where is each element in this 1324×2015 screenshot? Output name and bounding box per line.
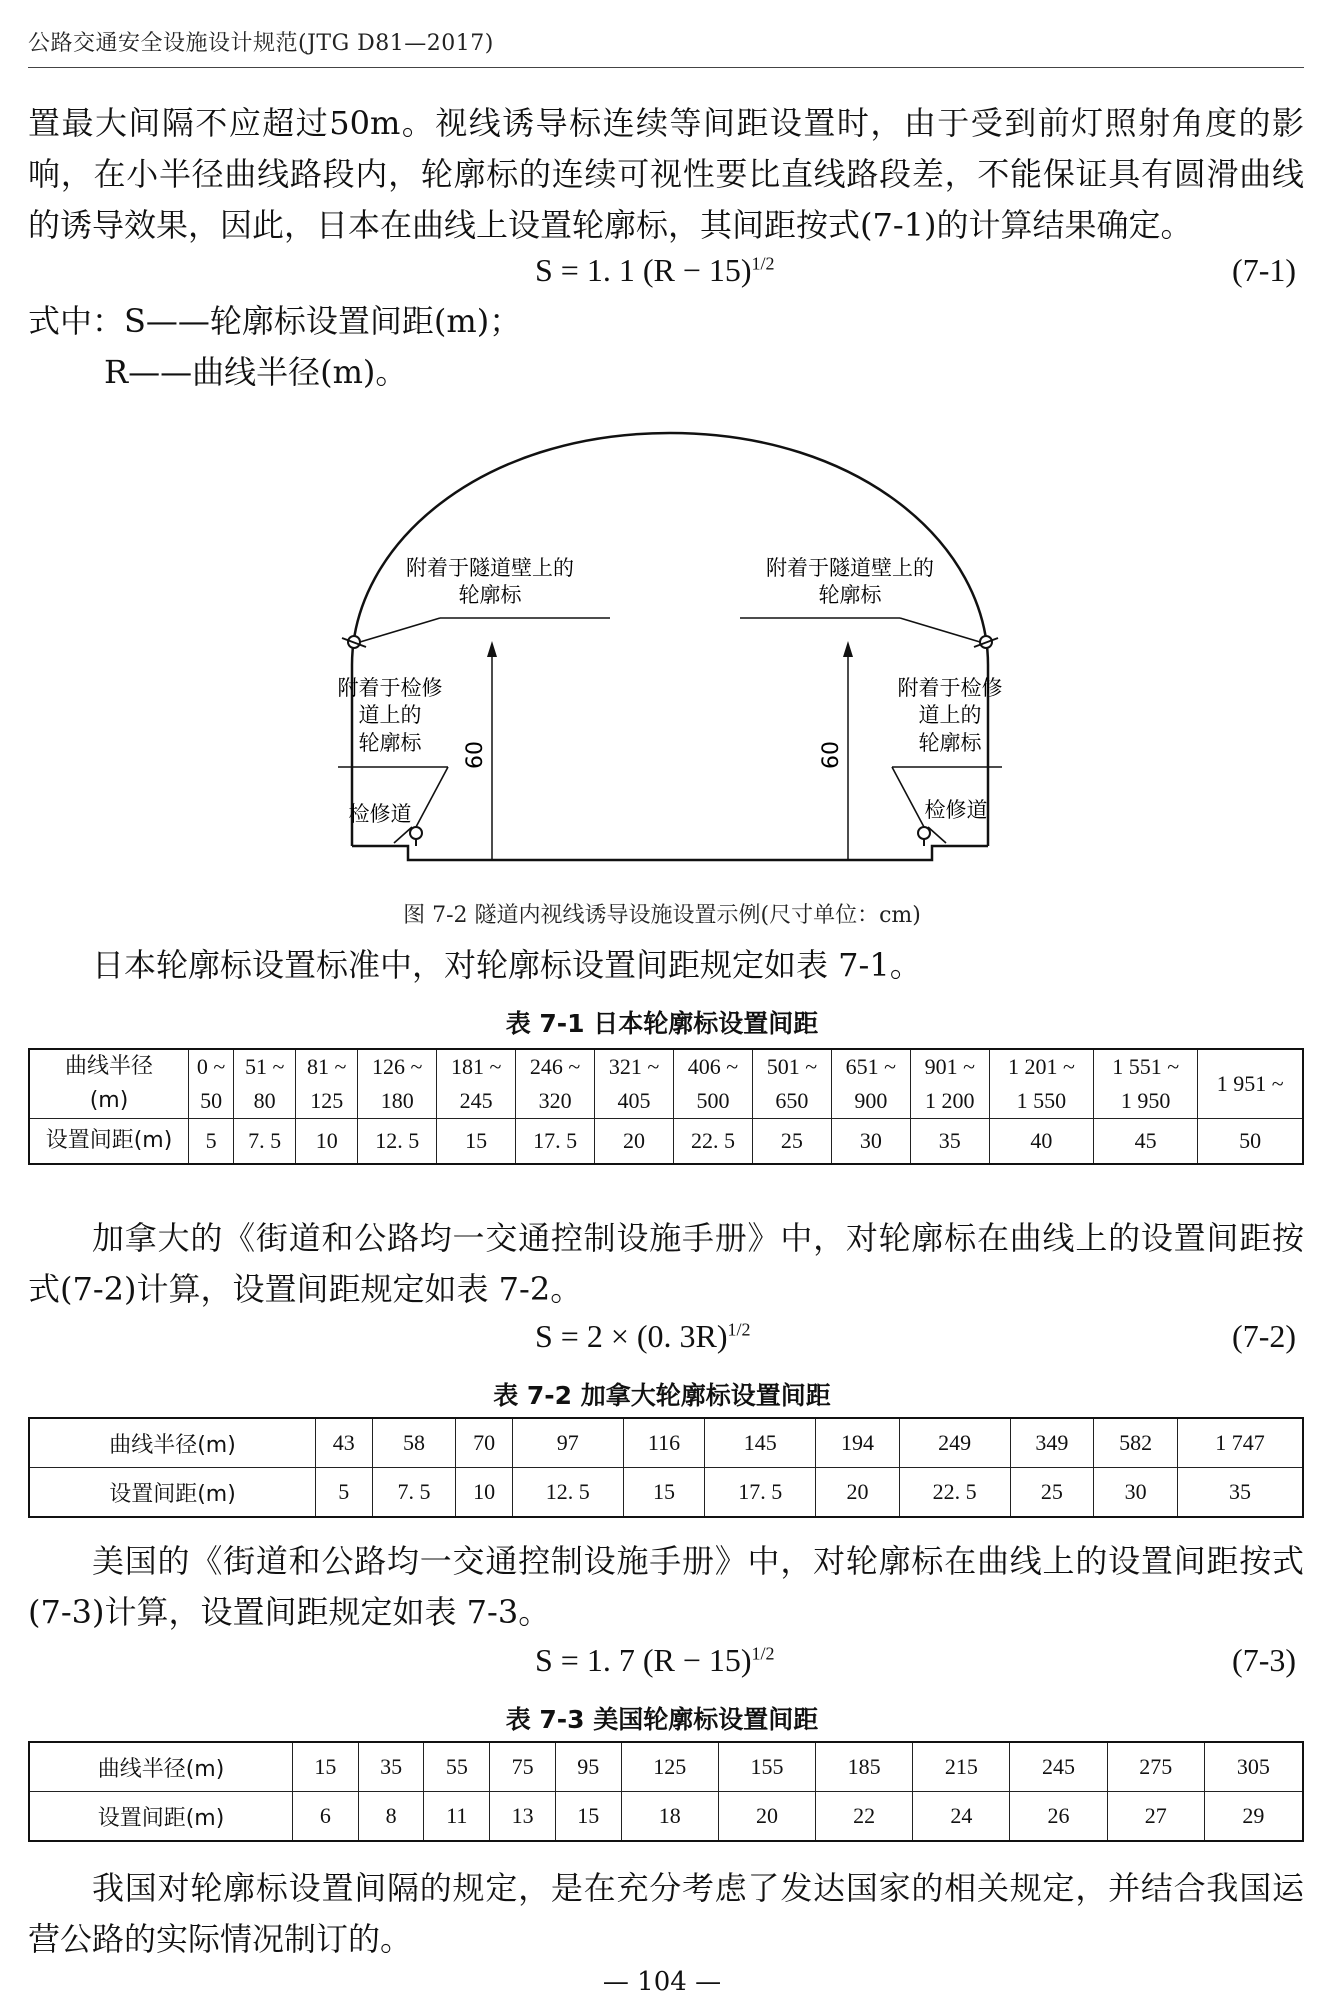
table-cell: 245: [1010, 1742, 1107, 1792]
table-cell: 97: [512, 1418, 623, 1468]
table-cell: 901 ~ 1 200: [910, 1049, 989, 1119]
table-cell: 70: [456, 1418, 513, 1468]
table-cell: 305: [1204, 1742, 1303, 1792]
table-cell: 15: [437, 1119, 516, 1165]
table-cell: 30: [831, 1119, 910, 1165]
table-cell: 30: [1094, 1468, 1178, 1518]
table-cell: 7. 5: [372, 1468, 456, 1518]
table-cell: 1 201 ~ 1 550: [989, 1049, 1093, 1119]
running-header: 公路交通安全设施设计规范(JTG D81—2017): [28, 26, 1304, 68]
table-cell: 651 ~ 900: [831, 1049, 910, 1119]
table-cell: 51 ~ 80: [234, 1049, 296, 1119]
formula-number: (7-3): [1232, 1642, 1296, 1678]
table-cell: 12. 5: [358, 1119, 437, 1165]
label-path-left: 检修道: [348, 802, 412, 826]
table-row-spacing: [29, 1792, 1303, 1842]
table-cell: 95: [555, 1742, 621, 1792]
leader-wall-right: [900, 618, 980, 642]
formula-number: (7-1): [1232, 252, 1296, 288]
dimension-label-right: 60: [819, 741, 844, 769]
label-walk-left-2: 道上的: [358, 703, 422, 727]
label-walk-right-1: 附着于检修: [897, 676, 1003, 700]
table-cell: 29: [1204, 1792, 1303, 1842]
table-row-spacing: [29, 1468, 1303, 1518]
table-cell: 15: [293, 1742, 359, 1792]
tunnel-diagram: [320, 405, 1020, 875]
table-7-2: [28, 1417, 1304, 1518]
table-cell: 126 ~ 180: [358, 1049, 437, 1119]
table-cell: 155: [718, 1742, 815, 1792]
table-cell: 26: [1010, 1792, 1107, 1842]
table-cell: 17. 5: [516, 1119, 595, 1165]
table-cell: 249: [899, 1418, 1010, 1468]
table-cell: 20: [718, 1792, 815, 1842]
table-cell: 15: [555, 1792, 621, 1842]
table-cell: 25: [1010, 1468, 1094, 1518]
table-cell: 194: [816, 1418, 900, 1468]
table-7-3: [28, 1741, 1304, 1842]
paragraph-4: 美国的《街道和公路均一交通控制设施手册》中，对轮廓标在曲线上的设置间距按式(7-3)计算，设置间距规定如表 7-3。: [28, 1542, 1304, 1631]
formula-expression: S = 2 × (0. 3R)$^{1/2}$: [535, 1318, 751, 1354]
label-walk-left-1: 附着于检修: [337, 676, 443, 700]
table-cell: 125: [621, 1742, 718, 1792]
table-cell: 15: [623, 1468, 705, 1518]
table-cell: 43: [316, 1418, 373, 1468]
leader-wall-left: [360, 618, 440, 642]
table-cell: 35: [1177, 1468, 1303, 1518]
table-cell: 1 951 ~: [1198, 1049, 1303, 1119]
formula-7-3: [0, 1642, 1324, 1686]
table-cell: 1 747: [1177, 1418, 1303, 1468]
table-cell: 25: [752, 1119, 831, 1165]
table-cell: 24: [913, 1792, 1010, 1842]
walkway-delineator-left: [410, 827, 422, 839]
table-cell: 8: [358, 1792, 424, 1842]
table-cell: 145: [705, 1418, 816, 1468]
paragraph-1: 置最大间隔不应超过50m。视线诱导标连续等间距设置时，由于受到前灯照射角度的影响，在小半径曲线路段内，轮廓标的连续可视性要比直线路段差，不能保证具有圆滑曲线的诱导效果，因此，日本在曲线上设置轮廓标，其间距按式(7-1)的计算结果确定。: [28, 104, 1304, 244]
table-7-1-caption: 表 7-1 日本轮廓标设置间距: [505, 1009, 819, 1038]
table-cell: 45: [1094, 1119, 1198, 1165]
table-cell: 58: [372, 1418, 456, 1468]
figure-caption: 图 7-2 隧道内视线诱导设施设置示例(尺寸单位：cm): [403, 903, 921, 928]
table-cell: 10: [296, 1119, 358, 1165]
label-walk-right-3: 轮廓标: [918, 731, 982, 755]
formula-expression: S = 1. 1 $(R - 15)^{1/2}$: [535, 252, 775, 288]
formula-expression: S = 1. 7 $(R - 15)^{1/2}$: [535, 1642, 775, 1678]
formula-definition-r: R——曲线半径(m)。: [104, 353, 408, 391]
table-cell: 321 ~ 405: [595, 1049, 674, 1119]
table-cell: 185: [816, 1742, 913, 1792]
table-cell: 12. 5: [512, 1468, 623, 1518]
table-cell: 81 ~ 125: [296, 1049, 358, 1119]
table-7-1: [28, 1048, 1304, 1165]
table-7-3-caption: 表 7-3 美国轮廓标设置间距: [505, 1705, 819, 1734]
table-cell: 6: [293, 1792, 359, 1842]
table-cell: 18: [621, 1792, 718, 1842]
label-wall-left-2: 轮廓标: [458, 583, 522, 607]
table-head-spacing: 设置间距(m): [29, 1468, 316, 1518]
table-cell: 40: [989, 1119, 1093, 1165]
table-cell: 406 ~ 500: [674, 1049, 753, 1119]
table-cell: 17. 5: [705, 1468, 816, 1518]
table-cell: 0 ~ 50: [189, 1049, 234, 1119]
table-cell: 13: [490, 1792, 556, 1842]
table-cell: 22: [816, 1792, 913, 1842]
table-cell: 35: [910, 1119, 989, 1165]
table-cell: 11: [424, 1792, 490, 1842]
formula-7-2: [0, 1318, 1324, 1362]
table-cell: 349: [1010, 1418, 1094, 1468]
table-head-spacing: 设置间距(m): [29, 1792, 293, 1842]
formula-7-1: [0, 252, 1324, 296]
table-row-spacing: [29, 1119, 1303, 1165]
paragraph-5: 我国对轮廓标设置间隔的规定，是在充分考虑了发达国家的相关规定，并结合我国运营公路的实际情况制订的。: [28, 1869, 1304, 1958]
paragraph-2: 日本轮廓标设置标准中，对轮廓标设置间距规定如表 7-1。: [92, 946, 922, 984]
label-path-right: 检修道: [924, 798, 988, 822]
table-row-radius: [29, 1418, 1303, 1468]
tunnel-floor: [352, 846, 988, 860]
table-cell: 10: [456, 1468, 513, 1518]
walkway-delineator-right: [918, 827, 930, 839]
table-cell: 501 ~ 650: [752, 1049, 831, 1119]
table-head-radius: 曲线半径(m): [29, 1742, 293, 1792]
table-cell: 215: [913, 1742, 1010, 1792]
label-walk-left-3: 轮廓标: [358, 731, 422, 755]
table-cell: 50: [1198, 1119, 1303, 1165]
table-cell: 22. 5: [899, 1468, 1010, 1518]
table-row-radius: [29, 1049, 1303, 1119]
table-row-radius: [29, 1742, 1303, 1792]
table-cell: 116: [623, 1418, 705, 1468]
table-cell: 7. 5: [234, 1119, 296, 1165]
table-head-radius: 曲线半径(m): [29, 1418, 316, 1468]
table-cell: 35: [358, 1742, 424, 1792]
table-cell: 5: [189, 1119, 234, 1165]
label-wall-right-2: 轮廓标: [818, 583, 882, 607]
table-cell: 181 ~ 245: [437, 1049, 516, 1119]
leader-walk-left: [416, 767, 448, 827]
formula-definition-s: 式中：S——轮廓标设置间距(m)；: [28, 302, 522, 340]
tunnel-arch: [352, 433, 988, 846]
table-cell: 75: [490, 1742, 556, 1792]
table-cell: 20: [816, 1468, 900, 1518]
table-7-2-caption: 表 7-2 加拿大轮廓标设置间距: [493, 1381, 831, 1410]
table-cell: 275: [1107, 1742, 1204, 1792]
table-cell: 1 551 ~ 1 950: [1094, 1049, 1198, 1119]
label-walk-right-2: 道上的: [918, 703, 982, 727]
table-cell: 582: [1094, 1418, 1178, 1468]
table-cell: 22. 5: [674, 1119, 753, 1165]
label-wall-left-1: 附着于隧道壁上的: [406, 556, 574, 580]
table-cell: 20: [595, 1119, 674, 1165]
table-head-radius: 曲线半径 (m): [29, 1049, 189, 1119]
page-number: — 104 —: [602, 1967, 722, 1997]
leader-walk-right: [892, 767, 924, 827]
paragraph-3: 加拿大的《街道和公路均一交通控制设施手册》中，对轮廓标在曲线上的设置间距按式(7-2)计算，设置间距规定如表 7-2。: [28, 1219, 1304, 1308]
table-cell: 246 ~ 320: [516, 1049, 595, 1119]
dimension-label-left: 60: [463, 741, 488, 769]
label-wall-right-1: 附着于隧道壁上的: [766, 556, 934, 580]
table-cell: 27: [1107, 1792, 1204, 1842]
table-cell: 55: [424, 1742, 490, 1792]
table-cell: 5: [316, 1468, 373, 1518]
table-head-spacing: 设置间距(m): [29, 1119, 189, 1165]
formula-number: (7-2): [1232, 1318, 1296, 1354]
